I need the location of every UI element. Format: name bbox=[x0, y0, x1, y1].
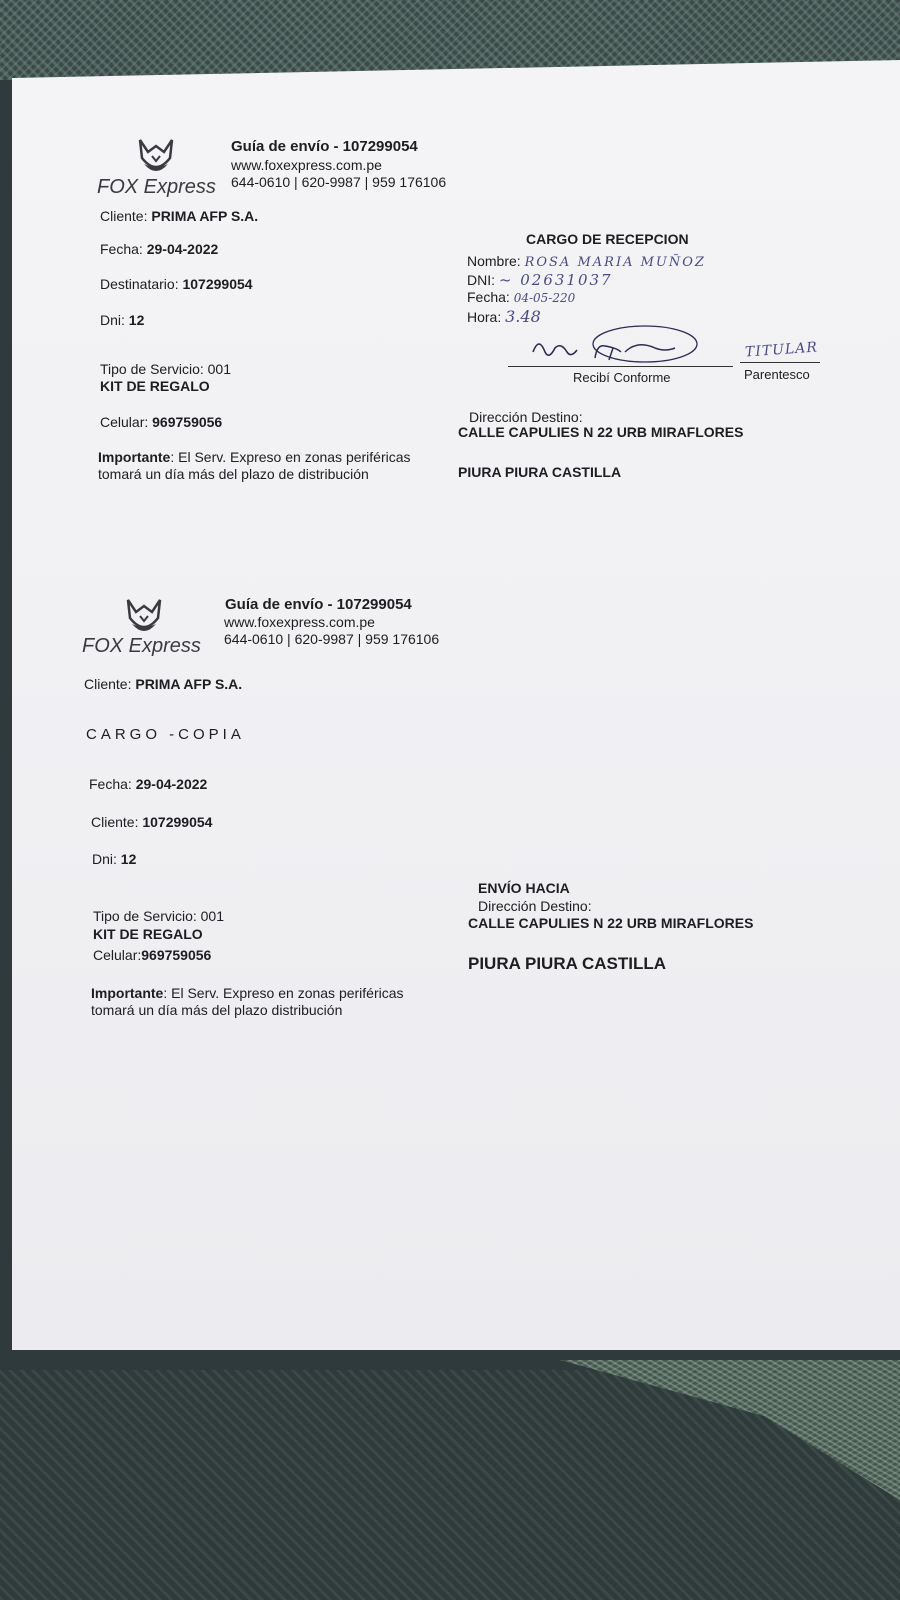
celular-label: Celular: bbox=[100, 414, 149, 430]
direccion-label: Dirección Destino: bbox=[469, 409, 583, 425]
dni-value: 12 bbox=[128, 312, 145, 328]
cliente2-value: 107299054 bbox=[142, 814, 213, 830]
celular-label: Celular: bbox=[93, 947, 142, 963]
direccion-label: Dirección Destino: bbox=[478, 898, 592, 914]
cargo-recepcion-title: CARGO DE RECEPCION bbox=[526, 231, 689, 247]
parentesco-handwritten: TITULAR bbox=[744, 339, 819, 361]
nombre-field bbox=[467, 253, 706, 270]
ciudad-value: PIURA PIURA CASTILLA bbox=[458, 464, 622, 480]
guia-title: Guía de envío - 107299054 bbox=[231, 138, 418, 155]
importante-line-1 bbox=[91, 985, 404, 1001]
cliente-label: Cliente: bbox=[84, 676, 132, 692]
importante-line-2: tomará un día más del plazo distribución bbox=[91, 1002, 343, 1018]
fecha-label: Fecha: bbox=[89, 776, 132, 792]
celular-value: 969759056 bbox=[141, 947, 212, 963]
celular-field bbox=[100, 414, 222, 430]
destinatario-label: Destinatario: bbox=[100, 276, 179, 292]
parentesco-line bbox=[740, 362, 820, 363]
website-text: www.foxexpress.com.pe bbox=[231, 157, 382, 173]
cliente-label: Cliente: bbox=[100, 208, 148, 224]
nombre-handwritten: ROSA MARIA MUÑOZ bbox=[524, 255, 706, 270]
dni-recepcion-label: DNI: bbox=[467, 272, 495, 288]
brand-logo-text: FOX Express bbox=[82, 635, 201, 657]
dni-label: Dni: bbox=[100, 312, 125, 328]
parentesco-label: Parentesco bbox=[744, 367, 810, 382]
tipo-servicio: Tipo de Servicio: 001 bbox=[93, 908, 224, 924]
guia-title: Guía de envío - 107299054 bbox=[225, 596, 412, 613]
dni-recepcion-handwritten: ~ 02631037 bbox=[498, 271, 613, 289]
hora-handwritten: 3.48 bbox=[505, 307, 541, 326]
fecha-recepcion-field bbox=[467, 289, 575, 305]
fecha-recepcion-handwritten: 04-05-220 bbox=[513, 291, 576, 305]
phones-text: 644-0610 | 620-9987 | 959 176106 bbox=[231, 174, 447, 190]
phones-text: 644-0610 | 620-9987 | 959 176106 bbox=[224, 631, 440, 647]
ciudad-value: PIURA PIURA CASTILLA bbox=[468, 954, 667, 973]
fox-logo-icon bbox=[134, 136, 178, 178]
signature-line bbox=[508, 366, 733, 367]
dni-recepcion-field bbox=[467, 271, 613, 289]
dni-field bbox=[100, 312, 144, 328]
destinatario-value: 107299054 bbox=[182, 276, 253, 292]
hora-label: Hora: bbox=[467, 309, 502, 325]
celular-field bbox=[93, 947, 211, 963]
importante-label: Importante bbox=[98, 449, 171, 465]
signature-image bbox=[525, 322, 705, 368]
destinatario-field bbox=[100, 276, 253, 292]
tipo-servicio: Tipo de Servicio: 001 bbox=[100, 361, 231, 377]
nombre-label: Nombre: bbox=[467, 253, 521, 269]
dni-field bbox=[92, 851, 136, 867]
servicio-desc: KIT DE REGALO bbox=[100, 378, 210, 394]
cliente2-field bbox=[91, 814, 212, 830]
fox-logo-icon bbox=[122, 596, 166, 638]
recibi-conforme-label: Recibí Conforme bbox=[573, 370, 671, 385]
cliente-value: PRIMA AFP S.A. bbox=[151, 208, 259, 224]
cargo-copia-label: CARGO -COPIA bbox=[86, 726, 245, 743]
importante-line-2: tomará un día más del plazo de distribución bbox=[98, 466, 369, 482]
cliente-field bbox=[100, 208, 258, 224]
envio-hacia-label: ENVÍO HACIA bbox=[478, 880, 570, 896]
cliente-field bbox=[84, 676, 242, 692]
fecha-recepcion-label: Fecha: bbox=[467, 289, 510, 305]
importante-label: Importante bbox=[91, 985, 164, 1001]
dni-value: 12 bbox=[120, 851, 137, 867]
cliente2-label: Cliente: bbox=[91, 814, 139, 830]
importante-text-1: : El Serv. Expreso en zonas periféricas bbox=[163, 985, 404, 1001]
fecha-field bbox=[100, 241, 218, 257]
brand-logo-text: FOX Express bbox=[97, 176, 216, 198]
fecha-field bbox=[89, 776, 207, 792]
fecha-value: 29-04-2022 bbox=[146, 241, 219, 257]
fecha-label: Fecha: bbox=[100, 241, 143, 257]
cliente-value: PRIMA AFP S.A. bbox=[135, 676, 243, 692]
servicio-desc: KIT DE REGALO bbox=[93, 926, 203, 942]
direccion-value: CALLE CAPULIES N 22 URB MIRAFLORES bbox=[468, 915, 754, 931]
direccion-value: CALLE CAPULIES N 22 URB MIRAFLORES bbox=[458, 424, 744, 440]
website-text: www.foxexpress.com.pe bbox=[224, 614, 375, 630]
importante-text-1: : El Serv. Expreso en zonas periféricas bbox=[170, 449, 411, 465]
dni-label: Dni: bbox=[92, 851, 117, 867]
importante-line-1 bbox=[98, 449, 411, 465]
celular-value: 969759056 bbox=[152, 414, 223, 430]
fecha-value: 29-04-2022 bbox=[135, 776, 208, 792]
